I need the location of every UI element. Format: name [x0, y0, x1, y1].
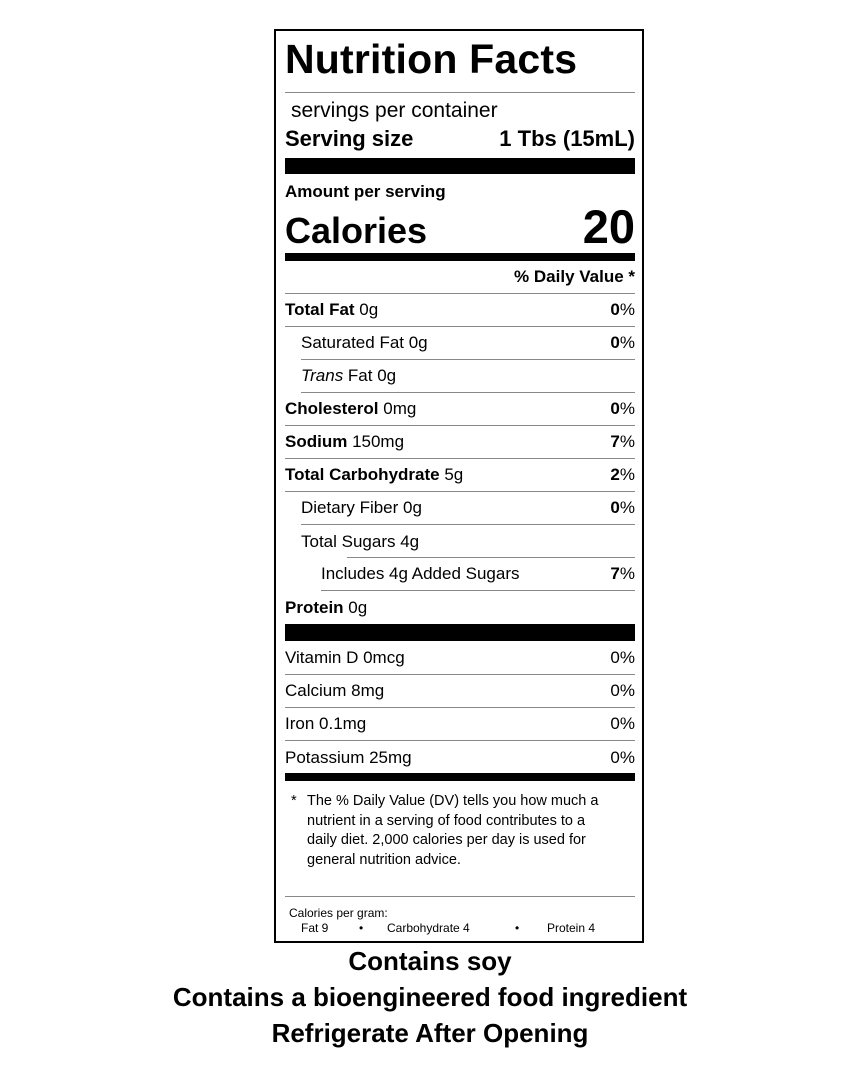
nutrient-amount: 5g [439, 465, 464, 484]
nutrient-dv: 0 [610, 498, 620, 517]
nutrient-row-total-sugars [301, 525, 635, 558]
nutrient-dv: 7 [610, 432, 620, 451]
nutrient-row-total-fat [285, 294, 635, 327]
statement-bioengineered: Contains a bioengineered food ingredient [172, 982, 688, 1012]
nutrient-name: Total Sugars 4g [301, 531, 420, 551]
vitamin-dv: 0% [610, 714, 635, 733]
statement-refrigerate: Refrigerate After Opening [271, 1018, 589, 1048]
thick-divider-vitamins [285, 624, 635, 641]
vitamin-dv: 0% [610, 681, 635, 700]
nutrient-name: Sodium [285, 432, 348, 451]
nutrient-name: Protein [285, 597, 344, 617]
nutrient-name: Cholesterol [285, 399, 379, 418]
amount-per-serving: Amount per serving [285, 182, 446, 201]
calories-per-gram-values [289, 921, 595, 936]
calories-label: Calories [285, 210, 428, 251]
vitamin-dv: 0% [610, 648, 635, 667]
fat-per-gram: Fat 9 [301, 921, 329, 935]
vitamin-name: Calcium 8mg [285, 681, 385, 700]
nutrient-amount: 150mg [347, 432, 405, 451]
serving-size-row [285, 126, 635, 152]
nutrient-name: Total Fat [285, 300, 355, 319]
medium-divider [285, 253, 635, 261]
nutrient-dv: 0 [610, 300, 620, 319]
nutrient-row-total-carbohydrate [285, 459, 635, 492]
percent-sign: % [619, 465, 635, 484]
nutrient-dv: 0 [610, 333, 620, 352]
nutrient-amount: 0mg [378, 399, 417, 418]
vitamin-row-potassium [285, 741, 635, 774]
nutrient-dv: 7 [610, 564, 620, 583]
nutrient-dv: 0 [610, 399, 620, 418]
bullet-separator: • [515, 921, 520, 935]
nutrient-amount: 0g [343, 597, 368, 617]
calories-per-gram-label: Calories per gram: [289, 906, 388, 920]
footnote-divider [285, 773, 635, 781]
serving-size-value: 1 Tbs (15mL) [499, 126, 635, 151]
nutrient-row-trans-fat [301, 360, 635, 393]
nutrient-amount: 0g [354, 300, 379, 319]
percent-sign: % [619, 333, 635, 352]
calories-row [285, 201, 635, 253]
carbohydrate-per-gram: Carbohydrate 4 [387, 921, 470, 935]
vitamin-row-iron [285, 708, 635, 741]
vitamin-dv: 0% [610, 747, 635, 767]
statement-contains-soy: Contains soy [348, 946, 512, 976]
nutrient-row-dietary-fiber [301, 492, 635, 525]
percent-sign: % [619, 498, 635, 517]
vitamin-row-vitamin-d [285, 642, 635, 675]
nutrient-name: Fat 0g [343, 366, 397, 385]
nutrient-row-cholesterol [285, 393, 635, 426]
vitamin-name: Iron 0.1mg [285, 714, 367, 733]
vitamin-row-calcium [285, 675, 635, 708]
servings-per-container: servings per container [291, 99, 498, 122]
percent-sign: % [619, 300, 635, 319]
footnote-star: * [291, 793, 297, 809]
nutrient-name: Includes 4g Added Sugars [321, 564, 520, 583]
nutrient-row-protein [285, 591, 635, 624]
nutrition-facts-label [274, 29, 644, 943]
nutrient-name: Total Carbohydrate [285, 465, 440, 484]
calories-per-gram [289, 906, 595, 936]
label-title: Nutrition Facts [285, 36, 578, 82]
bullet-separator: • [359, 921, 364, 935]
calories-per-gram-divider [285, 896, 635, 897]
daily-value-header: % Daily Value * [514, 267, 635, 286]
thick-divider-top [285, 158, 635, 174]
percent-sign: % [619, 399, 635, 418]
vitamin-name: Potassium 25mg [285, 747, 412, 767]
percent-sign: % [619, 564, 635, 583]
title-divider [285, 92, 635, 93]
nutrient-name: Saturated Fat 0g [301, 333, 428, 352]
nutrient-name: Dietary Fiber 0g [301, 498, 422, 517]
nutrient-row-sodium [285, 426, 635, 459]
nutrient-dv: 2 [610, 465, 620, 484]
trans-label: Trans [301, 366, 344, 385]
nutrient-row-saturated-fat [301, 327, 635, 360]
serving-size-label: Serving size [285, 126, 414, 151]
percent-sign: % [619, 432, 635, 451]
vitamin-name: Vitamin D 0mcg [285, 648, 405, 667]
calories-value: 20 [582, 200, 635, 253]
protein-per-gram: Protein 4 [547, 921, 596, 935]
nutrient-row-added-sugars [321, 558, 635, 591]
footnote-text: The % Daily Value (DV) tells you how much a nutrient in a serving of food contributes to a daily diet. 2,000 calories per day is used for general nutrition advice. [307, 793, 599, 868]
